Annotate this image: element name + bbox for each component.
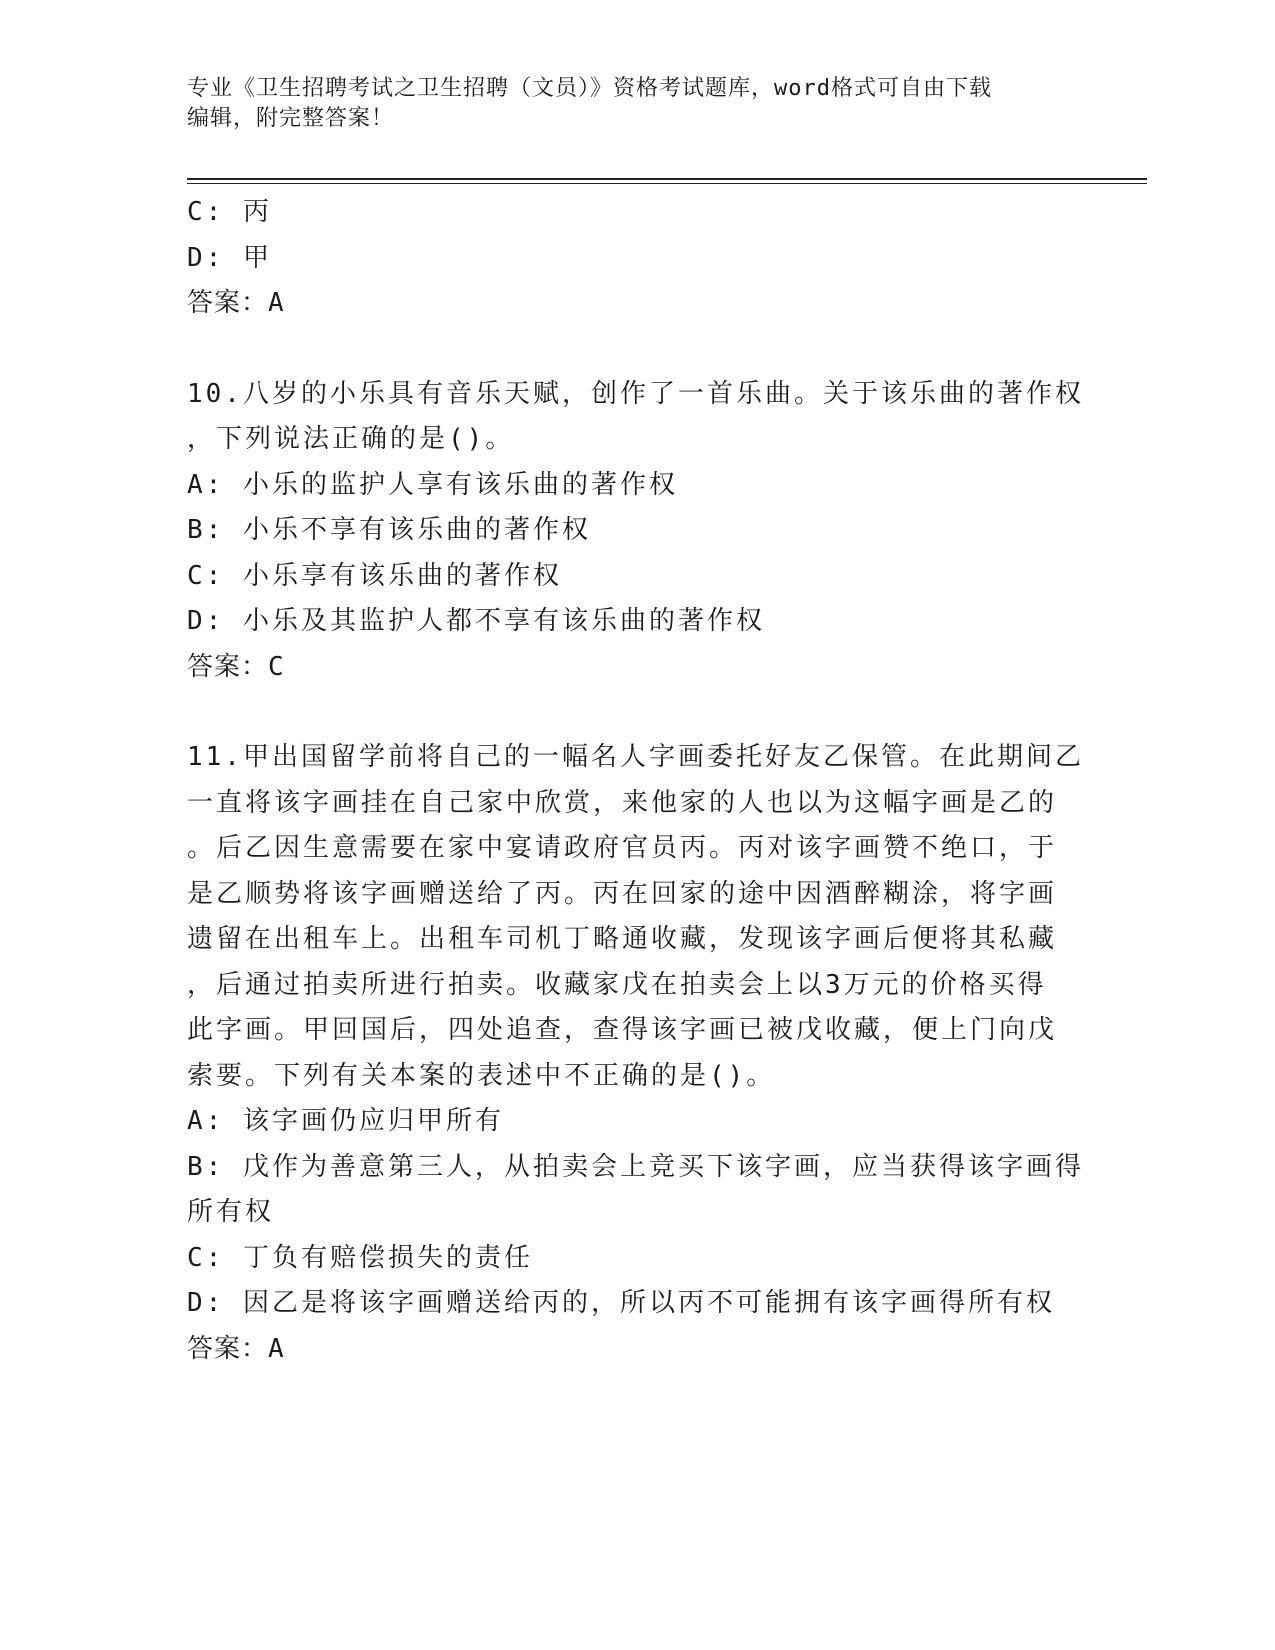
q10-option-b: B: 小乐不享有该乐曲的著作权 — [187, 515, 591, 545]
header-line-2: 编辑，附完整答案！ — [187, 106, 395, 131]
q11-stem-line-2: 一直将该字画挂在自己家中欣赏，来他家的人也以为这幅字画是乙的 — [187, 787, 1058, 818]
spacer — [187, 690, 1117, 735]
q11-option-a: A: 该字画仍应归甲所有 — [187, 1106, 504, 1136]
header-divider-thin — [187, 183, 1147, 184]
prev-option-d: D: 甲 — [187, 242, 272, 273]
document-header — [187, 74, 1067, 134]
q10-stem-line-2: ，下列说法正确的是()。 — [187, 424, 515, 454]
q11-stem-line-7: 此字画。甲回国后，四处追查，查得该字画已被戊收藏，便上门向戊 — [187, 1015, 1058, 1045]
q11-stem-line-6: ，后通过拍卖所进行拍卖。收藏家戊在拍卖会上以3万元的价格买得 — [187, 969, 1047, 1000]
q11-answer: 答案：A — [187, 1333, 285, 1364]
document-body — [187, 190, 1117, 1372]
q11-option-b: B: 戊作为善意第三人，从拍卖会上竞买下该字画，应当获得该字画得 — [187, 1151, 1084, 1182]
q11-option-c: C: 丁负有赔偿损失的责任 — [187, 1242, 533, 1273]
q10-option-d: D: 小乐及其监护人都不享有该乐曲的著作权 — [187, 606, 765, 636]
q11-stem-line-5: 遗留在出租车上。出租车司机丁略通收藏，发现该字画后便将其私藏 — [187, 924, 1058, 954]
q10-stem-line-1: 10.八岁的小乐具有音乐天赋，创作了一首乐曲。关于该乐曲的著作权 — [187, 378, 1084, 409]
q10-option-c: C: 小乐享有该乐曲的著作权 — [187, 560, 562, 591]
q11-stem-line-3: 。后乙因生意需要在家中宴请政府官员丙。丙对该字画赞不绝口，于 — [187, 833, 1058, 863]
q11-stem-line-1: 11.甲出国留学前将自己的一幅名人字画委托好友乙保管。在此期间乙 — [187, 742, 1084, 772]
q11-option-b-cont: 所有权 — [187, 1197, 275, 1227]
q11-stem-line-8: 索要。下列有关本案的表述中不正确的是()。 — [187, 1060, 776, 1091]
header-line-1: 专业《卫生招聘考试之卫生招聘（文员）》资格考试题库，word格式可自由下载 — [187, 76, 992, 101]
q11-option-d: D: 因乙是将该字画赠送给丙的，所以丙不可能拥有该字画得所有权 — [187, 1288, 1055, 1318]
prev-option-c: C: 丙 — [187, 197, 272, 227]
q11-stem-line-4: 是乙顺势将该字画赠送给了丙。丙在回家的途中因酒醉糊涂，将字画 — [187, 878, 1058, 909]
q10-option-a: A: 小乐的监护人享有该乐曲的著作权 — [187, 469, 678, 500]
prev-answer: 答案：A — [187, 288, 285, 318]
spacer — [187, 327, 1117, 372]
header-divider-thick — [187, 178, 1147, 180]
q10-answer: 答案：C — [187, 651, 285, 682]
